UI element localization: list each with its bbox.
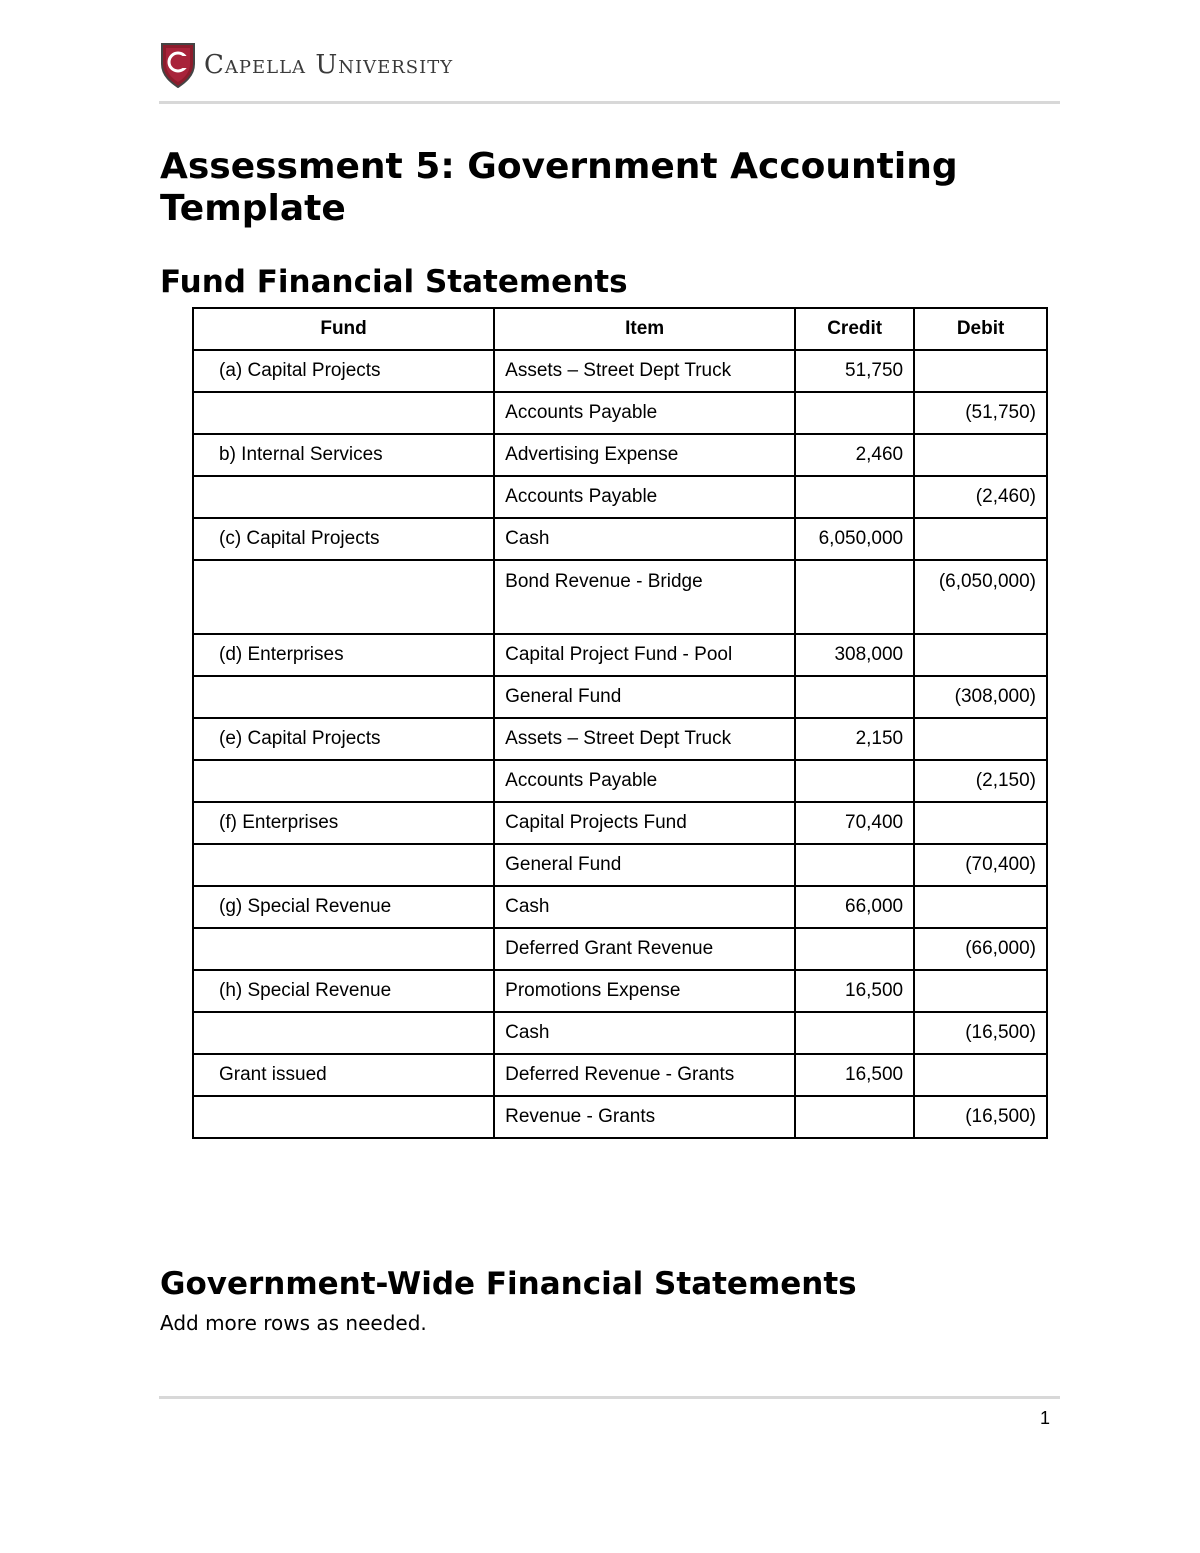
table-body xyxy=(193,350,1047,1138)
table-row xyxy=(193,676,1047,718)
credit-cell xyxy=(795,760,914,802)
fund-cell xyxy=(193,676,494,718)
fund-cell: (h) Special Revenue xyxy=(193,970,494,1012)
fund-cell xyxy=(193,1012,494,1054)
debit-cell: (16,500) xyxy=(914,1096,1047,1138)
item-cell: General Fund xyxy=(494,676,795,718)
fund-cell: (a) Capital Projects xyxy=(193,350,494,392)
fund-cell: (e) Capital Projects xyxy=(193,718,494,760)
debit-cell xyxy=(914,434,1047,476)
table-row xyxy=(193,802,1047,844)
fund-cell xyxy=(193,760,494,802)
debit-cell xyxy=(914,634,1047,676)
table-row xyxy=(193,718,1047,760)
table-row xyxy=(193,1012,1047,1054)
capella-shield-icon xyxy=(160,42,196,88)
credit-cell xyxy=(795,1096,914,1138)
column-header: Fund xyxy=(193,308,494,350)
credit-cell: 6,050,000 xyxy=(795,518,914,560)
item-cell: Assets – Street Dept Truck xyxy=(494,350,795,392)
credit-cell: 66,000 xyxy=(795,886,914,928)
item-cell: Deferred Grant Revenue xyxy=(494,928,795,970)
fund-cell xyxy=(193,1096,494,1138)
credit-cell xyxy=(795,476,914,518)
table-header-row xyxy=(193,308,1047,350)
item-cell: General Fund xyxy=(494,844,795,886)
credit-cell: 2,150 xyxy=(795,718,914,760)
credit-cell: 16,500 xyxy=(795,1054,914,1096)
table-row xyxy=(193,1096,1047,1138)
fund-cell xyxy=(193,928,494,970)
credit-cell xyxy=(795,676,914,718)
fund-cell: (c) Capital Projects xyxy=(193,518,494,560)
column-header: Item xyxy=(494,308,795,350)
credit-cell xyxy=(795,928,914,970)
table-row xyxy=(193,970,1047,1012)
debit-cell: (2,150) xyxy=(914,760,1047,802)
credit-cell: 308,000 xyxy=(795,634,914,676)
item-cell: Accounts Payable xyxy=(494,760,795,802)
fund-section-heading: Fund Financial Statements xyxy=(160,264,628,300)
fund-cell xyxy=(193,476,494,518)
instruction-note: Add more rows as needed. xyxy=(160,1311,427,1335)
item-cell: Accounts Payable xyxy=(494,392,795,434)
column-header: Credit xyxy=(795,308,914,350)
table-row xyxy=(193,518,1047,560)
table-row xyxy=(193,844,1047,886)
fund-cell xyxy=(193,392,494,434)
item-cell: Bond Revenue - Bridge xyxy=(494,560,795,634)
item-cell: Cash xyxy=(494,1012,795,1054)
item-cell: Revenue - Grants xyxy=(494,1096,795,1138)
item-cell: Cash xyxy=(494,518,795,560)
credit-cell: 2,460 xyxy=(795,434,914,476)
credit-cell: 16,500 xyxy=(795,970,914,1012)
column-header: Debit xyxy=(914,308,1047,350)
item-cell: Cash xyxy=(494,886,795,928)
table-row xyxy=(193,634,1047,676)
debit-cell xyxy=(914,802,1047,844)
fund-statements-table xyxy=(192,307,1048,1139)
credit-cell xyxy=(795,560,914,634)
debit-cell: (66,000) xyxy=(914,928,1047,970)
item-cell: Capital Projects Fund xyxy=(494,802,795,844)
item-cell: Assets – Street Dept Truck xyxy=(494,718,795,760)
header-rule xyxy=(159,101,1060,104)
fund-cell xyxy=(193,560,494,634)
government-wide-section-heading: Government-Wide Financial Statements xyxy=(160,1266,857,1302)
logo-text: Capella University xyxy=(204,50,454,80)
fund-cell: (d) Enterprises xyxy=(193,634,494,676)
table-row xyxy=(193,928,1047,970)
debit-cell: (16,500) xyxy=(914,1012,1047,1054)
debit-cell: (2,460) xyxy=(914,476,1047,518)
debit-cell: (51,750) xyxy=(914,392,1047,434)
debit-cell xyxy=(914,350,1047,392)
table-row xyxy=(193,392,1047,434)
item-cell: Capital Project Fund - Pool xyxy=(494,634,795,676)
table-row xyxy=(193,350,1047,392)
item-cell: Deferred Revenue - Grants xyxy=(494,1054,795,1096)
debit-cell xyxy=(914,970,1047,1012)
item-cell: Advertising Expense xyxy=(494,434,795,476)
debit-cell: (70,400) xyxy=(914,844,1047,886)
credit-cell xyxy=(795,844,914,886)
header xyxy=(160,42,453,88)
footer-rule xyxy=(159,1396,1060,1399)
fund-cell xyxy=(193,844,494,886)
document-title: Assessment 5: Government Accounting Template xyxy=(160,146,958,229)
fund-cell: Grant issued xyxy=(193,1054,494,1096)
fund-cell: b) Internal Services xyxy=(193,434,494,476)
page-number: 1 xyxy=(1040,1408,1051,1428)
fund-cell: (g) Special Revenue xyxy=(193,886,494,928)
table-row xyxy=(193,886,1047,928)
credit-cell xyxy=(795,392,914,434)
item-cell: Accounts Payable xyxy=(494,476,795,518)
debit-cell xyxy=(914,518,1047,560)
debit-cell: (6,050,000) xyxy=(914,560,1047,634)
credit-cell: 51,750 xyxy=(795,350,914,392)
fund-cell: (f) Enterprises xyxy=(193,802,494,844)
table-row xyxy=(193,760,1047,802)
credit-cell: 70,400 xyxy=(795,802,914,844)
credit-cell xyxy=(795,1012,914,1054)
debit-cell: (308,000) xyxy=(914,676,1047,718)
debit-cell xyxy=(914,886,1047,928)
debit-cell xyxy=(914,1054,1047,1096)
table-row xyxy=(193,1054,1047,1096)
table-row xyxy=(193,434,1047,476)
table-row xyxy=(193,560,1047,634)
item-cell: Promotions Expense xyxy=(494,970,795,1012)
debit-cell xyxy=(914,718,1047,760)
table-row xyxy=(193,476,1047,518)
